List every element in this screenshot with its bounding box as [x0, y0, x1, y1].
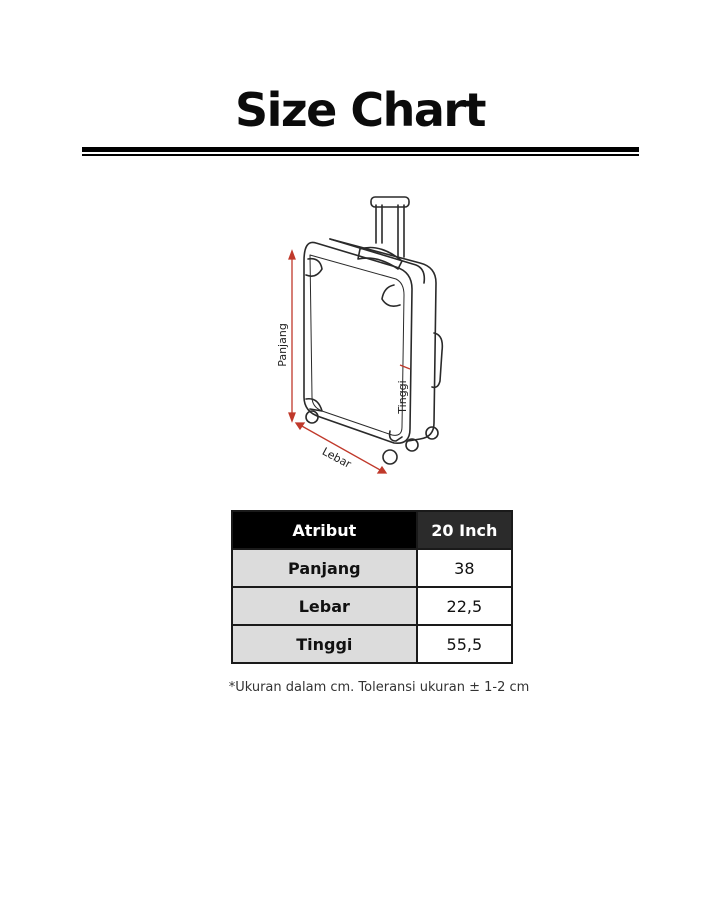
- label-width: Lebar: [319, 444, 354, 471]
- row-attribute: Lebar: [232, 587, 417, 625]
- corner-guard-icon: [390, 431, 402, 441]
- table-row: [232, 625, 512, 663]
- table-header-attribute: Atribut: [232, 511, 417, 549]
- side-handle-icon: [432, 333, 442, 387]
- table-row: [232, 549, 512, 587]
- tolerance-note: *Ukuran dalam cm. Toleransi ukuran ± 1-2 cm: [228, 680, 530, 695]
- wheel-icon: [383, 450, 397, 464]
- title-underline-thin: [82, 154, 639, 156]
- title-underline-thick: [82, 147, 639, 152]
- size-table: [231, 510, 513, 664]
- page-title: Size Chart: [234, 83, 486, 137]
- table-header-row: [232, 511, 512, 549]
- dimension-line-height: [400, 365, 410, 369]
- row-attribute: Panjang: [232, 549, 417, 587]
- row-value: 55,5: [417, 625, 512, 663]
- label-height: Tinggi: [396, 380, 409, 414]
- table-row: [232, 587, 512, 625]
- row-attribute: Tinggi: [232, 625, 417, 663]
- table-header-size: 20 Inch: [417, 511, 512, 549]
- suitcase-illustration: [190, 175, 530, 490]
- row-value: 38: [417, 549, 512, 587]
- corner-guard-icon: [382, 285, 400, 306]
- corner-guard-icon: [306, 259, 322, 276]
- row-value: 22,5: [417, 587, 512, 625]
- label-length: Panjang: [276, 323, 289, 367]
- suitcase-back-icon: [330, 239, 436, 441]
